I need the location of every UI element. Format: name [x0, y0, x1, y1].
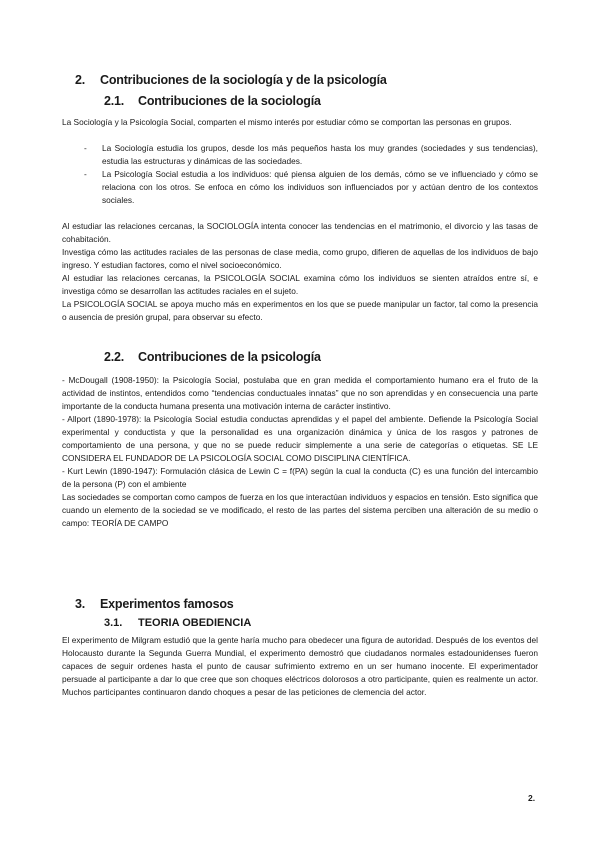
paragraph: Al estudiar las relaciones cercanas, la PSICOLOGÍA SOCIAL examina cómo los individuos se sienten atraídos entre sí, e investiga cómo se desarrollan las actitudes raciales en el sujeto.: [62, 273, 538, 296]
list-item-text: La Psicología Social estudia a los individuos: qué piensa alguien de los demás, cómo se ve influenciado y cómo se relaciona con los otros. Se enfoca en cómo los individuos son influenciados por y actúan dentro de los contextos sociales.: [102, 169, 538, 205]
sociologia-intro: [62, 116, 538, 129]
psicologia-paragraphs: [62, 374, 538, 530]
list-item-text: La Sociología estudia los grupos, desde los más pequeños hasta los muy grandes (sociedades y sus tendencias), estudia las estructuras y dinámicas de las sociedades.: [102, 143, 538, 166]
experimentos-paragraph: [62, 634, 538, 699]
page-number: 2.: [528, 793, 536, 803]
paragraph: El experimento de Milgram estudió que la gente haría mucho para obedecer una figura de autoridad. Después de los eventos del Holocausto durante la Segunda Guerra Mundial, el experimento demostró que ciudadanos normales estadounidenses fueron capaces de seguir ordenes hasta el punto de causar sufrimiento extremo en un ser humano inocente. El experimentador persuade al participante a dar lo que cree que son choques eléctricos dolorosos a otro participante, quien es realmente un actor. Muchos participantes continuaron dando choques a pesar de las peticiones de clemencia del actor.: [62, 635, 538, 697]
bullet-marker: -: [84, 143, 87, 153]
section-number: 3.1.: [104, 617, 123, 629]
paragraph: Las sociedades se comportan como campos de fuerza en los que interactúan individuos y espacios en tensión. Esto significa que cuando un elemento de la sociedad se ve modificado, el resto de las partes del sistema perciben una alteración de su medio o campo: TEORÍA DE CAMPO: [62, 492, 538, 528]
sociologia-bullet-list: [62, 142, 538, 207]
sociologia-paragraphs: [62, 220, 538, 324]
paragraph: - Kurt Lewin (1890-1947): Formulación clásica de Lewin C = f(PA) según la cual la conducta (C) es una función del intercambio de la persona (P) con el ambiente: [62, 466, 538, 489]
paragraph: - McDougall (1908-1950): la Psicología Social, postulaba que en gran medida el comportamiento humano era el fruto de la actividad de instintos, entendidos como “tendencias conductuales innatas” que no son aprendidas y en consecuencia una parte importante de la conducta humana presenta una motivación interna de carácter instintivo.: [62, 375, 538, 411]
bullet-marker: -: [84, 169, 87, 179]
paragraph: Investiga cómo las actitudes raciales de las personas de clase media, como grupo, difieren de aquellas de los individuos de bajo ingreso. Y estudian factores, como el nivel socioeconómico.: [62, 247, 538, 270]
list-item: [62, 142, 538, 168]
section-title: Contribuciones de la psicología: [138, 350, 321, 364]
section-3-heading: [75, 597, 234, 611]
section-number: 2.2.: [104, 350, 125, 364]
paragraph: La PSICOLOGÍA SOCIAL se apoya mucho más en experimentos en los que se puede manipular un factor, tal como la presencia o ausencia de presión grupal, para observar su efecto.: [62, 299, 538, 322]
paragraph: La Sociología y la Psicología Social, comparten el mismo interés por estudiar cómo se comportan las personas en grupos.: [62, 117, 512, 127]
section-2-2-heading: [104, 350, 321, 364]
section-title: Contribuciones de la sociología y de la psicología: [100, 73, 387, 87]
section-3-1-heading: [104, 617, 251, 629]
section-2-heading: [75, 73, 387, 87]
list-item: [62, 168, 538, 207]
section-number: 3.: [75, 597, 86, 611]
section-title: TEORIA OBEDIENCIA: [138, 617, 252, 629]
section-number: 2.: [75, 73, 86, 87]
section-2-1-heading: [104, 94, 321, 108]
section-title: Experimentos famosos: [100, 597, 234, 611]
section-number: 2.1.: [104, 94, 125, 108]
paragraph: Al estudiar las relaciones cercanas, la SOCIOLOGÍA intenta conocer las tendencias en el matrimonio, el divorcio y las tasas de cohabitación.: [62, 221, 538, 244]
paragraph: - Allport (1890-1978): la Psicología Social estudia conductas aprendidas y el papel del ambiente. Defiende la Psicología Social experimental y conductista y que la personalidad es una organización dinámica y única de los rasgos y patrones de comportamiento de una persona, y que no se puede reducir simplemente a una serie de categorías o etiquetas. SE LE CONSIDERA EL FUNDADOR DE LA PSICOLOGÍA SOCIAL COMO DISCIPLINA CIENTÍFICA.: [62, 414, 538, 463]
section-title: Contribuciones de la sociología: [138, 94, 321, 108]
